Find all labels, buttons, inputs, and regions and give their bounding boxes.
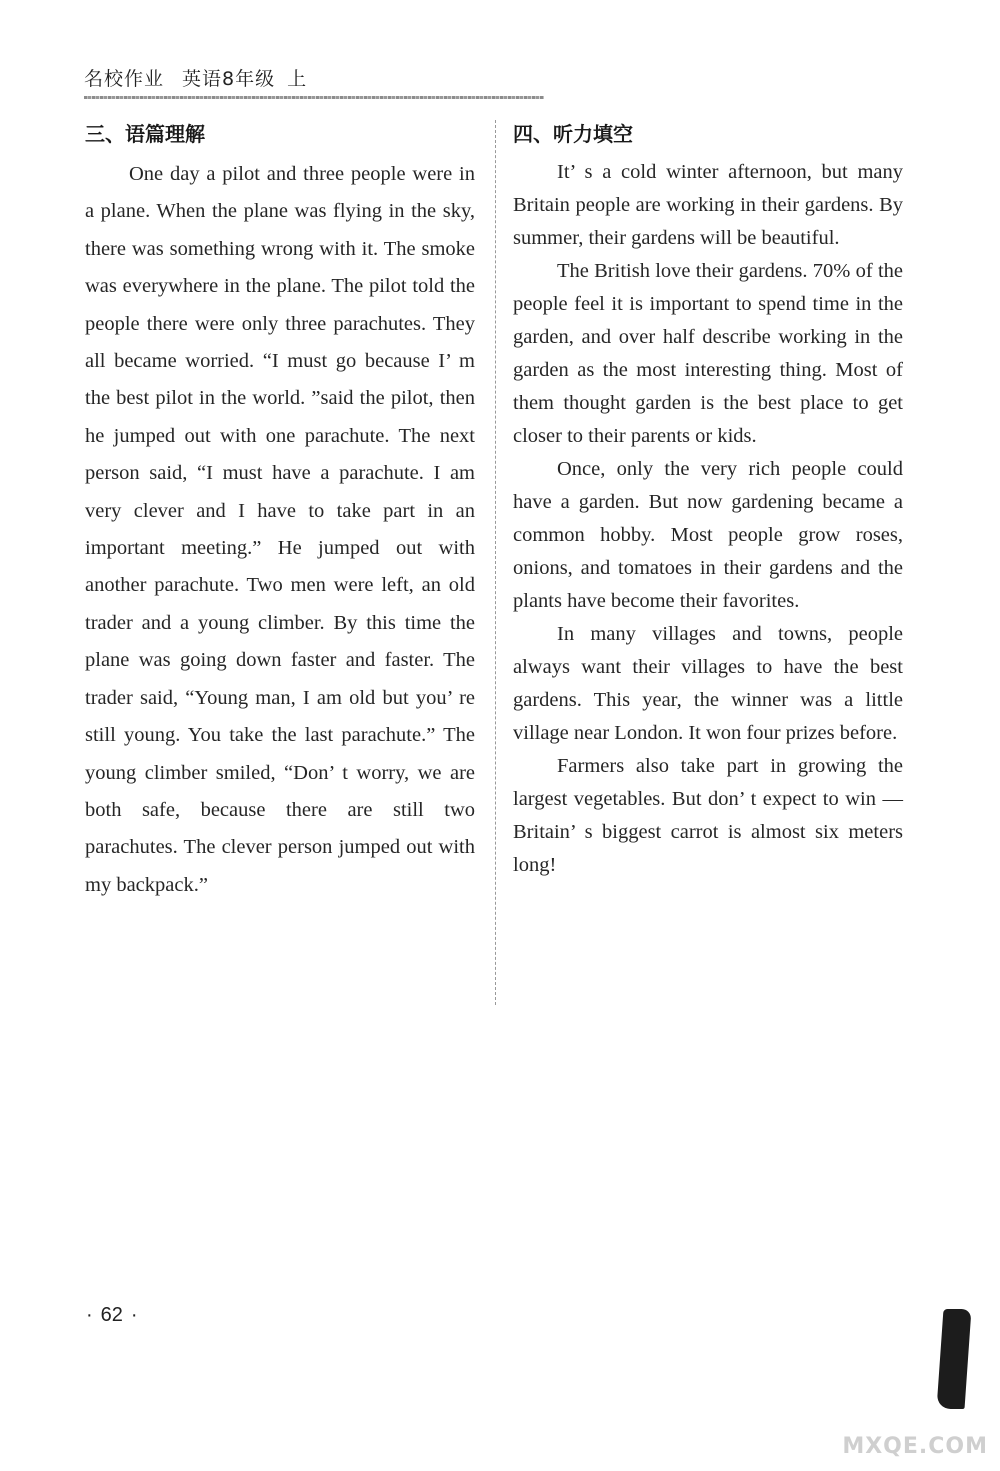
column-divider <box>495 120 496 1005</box>
subject-label: 英语8年级 <box>182 68 276 90</box>
listening-paragraph-5: Farmers also take part in growing the largest vegetables. But don’ t expect to win — Britain’ s biggest carrot is almost six meters long! <box>513 755 903 876</box>
page-dot-right: · <box>130 1304 138 1326</box>
listening-paragraph-4: In many villages and towns, people always want their villages to have the best gardens. This year, the winner was a little village near London. It won four prizes before. <box>513 623 903 744</box>
book-title: 名校作业 <box>84 68 165 90</box>
reading-paragraph: One day a pilot and three people were in a plane. When the plane was flying in the sky, there was something wrong with it. The smoke was everywhere in the plane. The pilot told the people there were only three parachutes. They all became worried. “I must go because I’ m the best pilot in the world. ”said the pilot, then he jumped out with one parachute. The next person said, “I must have a parachute. I am very clever and I have to take part in an important meeting.” He jumped out with another parachute. Two men were left, an old trader and a young climber. By this time the plane was going down faster and faster. The trader said, “Young man, I am old but you’ re still young. You take the last parachute.” The young climber smiled, “Don’ t worry, we are both safe, because there are still two parachutes. The clever person jumped out with my backpack.” <box>85 163 475 896</box>
listening-paragraph-3: Once, only the very rich people could have a garden. But now gardening became a common hobby. Most people grow roses, onions, and tomatoes in their gardens and the plants have become their favorites. <box>513 458 903 612</box>
header-rule <box>84 96 544 99</box>
right-column <box>513 120 903 882</box>
volume-label: 上 <box>287 68 308 90</box>
page-number <box>86 1304 138 1327</box>
running-header <box>84 64 307 91</box>
listening-paragraph-1: It’ s a cold winter afternoon, but many Britain people are working in their gardens. By summer, their gardens will be beautiful. <box>513 161 903 249</box>
section-title-listening: 四、听力填空 <box>513 122 633 146</box>
listening-paragraph-2: The British love their gardens. 70% of the people feel it is important to spend time in the garden, and over half describe working in the garden as the most interesting thing. Most of them thought garden is the best place to get closer to their parents or kids. <box>513 260 903 447</box>
section-title-reading: 三、语篇理解 <box>85 122 205 146</box>
page-number-value: 62 <box>100 1304 123 1326</box>
answer-logo-icon <box>937 1309 972 1409</box>
watermark <box>828 1309 988 1459</box>
left-column <box>85 120 475 904</box>
page-dot-left: · <box>86 1304 93 1326</box>
watermark-text: MXQE.COM <box>842 1434 988 1459</box>
